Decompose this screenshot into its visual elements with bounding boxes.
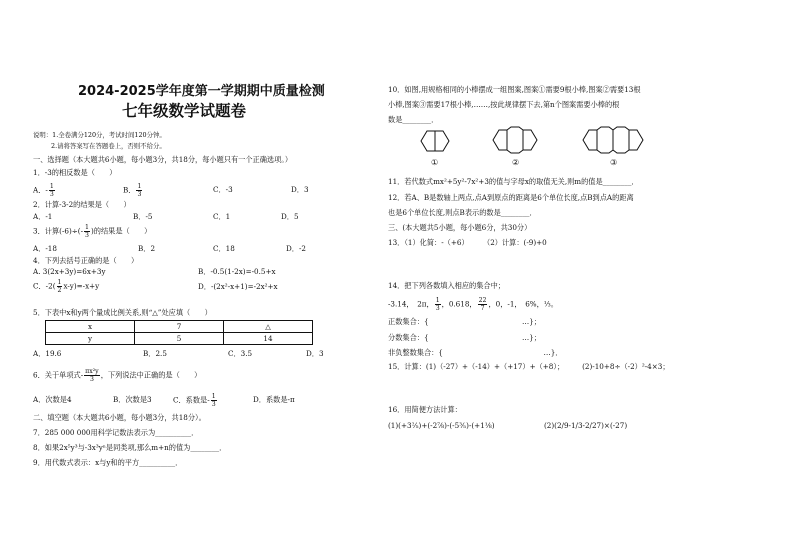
- q14-stem: 14．把下列各数填入相应的集合中；: [388, 281, 505, 290]
- q1-option-b: B． $\frac{1}{3}$: [123, 183, 142, 198]
- fraction: $\frac{1}{2}$: [57, 279, 62, 294]
- q16-part2: (2)(2/9-1/3-2/27)×(-27): [544, 421, 628, 430]
- pattern-2-label: ②: [512, 158, 520, 167]
- q2-option-b: B．-5: [133, 212, 153, 221]
- q2-option-c: C．1: [213, 212, 231, 221]
- q1-option-c: C．-3: [213, 185, 233, 194]
- pattern-3-figure: [580, 126, 646, 154]
- q10-line2: 小棒,图案③需要17根小棒,……,按此规律摆下去,第n个图案需要小棒的根: [388, 100, 620, 109]
- table-cell: x: [46, 321, 135, 333]
- q4-stem: 4．下列去括号正确的是（ ）: [33, 256, 139, 265]
- note-2: 2.请将答案写在答题卷上，否则不给分。: [51, 142, 166, 150]
- q6-option-a: A．次数是4: [33, 395, 72, 404]
- q1-option-d: D．3: [291, 185, 309, 194]
- section3-heading: 三、(本大题共5小题，每小题6分，共30分）: [388, 223, 532, 232]
- q11: 11．若代数式mx²+5y²-7x²+3的值与字母x的取值无关,则m的值是________．: [388, 177, 639, 186]
- exam-title: 2024-2025学年度第一学期期中质量检测: [78, 84, 325, 99]
- pattern-shape: [523, 130, 537, 150]
- pattern-shape: [597, 127, 613, 153]
- q13: 13．（1）化简：-（+6） （2）计算：(-9)+0: [388, 238, 547, 247]
- q12-line2: 也是6个单位长度,则点B表示的数是________．: [388, 208, 537, 217]
- q5-option-a: A．19.6: [33, 349, 62, 358]
- table-row: [46, 333, 313, 345]
- q9: 9．用代数式表示：x与y和的平方__________．: [33, 458, 183, 467]
- pattern-shape: [421, 131, 435, 151]
- table-cell: y: [46, 333, 135, 345]
- q14-numbers: -3.14， 2π， $\frac{1}{3}$ ，0.618， $\frac{22}{7}$ ，0，-1， 6%，⅓。: [388, 297, 558, 312]
- q5-stem: 5．下表中x和y两个量成比例关系,则“△”处应填（ ）: [33, 308, 212, 317]
- q6-option-b: B．次数是3: [113, 395, 152, 404]
- fraction: $\frac{1}{3}$: [211, 393, 216, 408]
- section1-heading: 一、选择题（本大题共6小题，每小题3分，共18分，每小题只有一个正确选项。）: [33, 155, 293, 164]
- nonnegative-integer-set: 非负整数集合：{ …}．: [388, 348, 563, 357]
- fraction: $\frac{22}{7}$: [478, 297, 487, 312]
- fraction-set: 分数集合：{ …}；: [388, 333, 541, 342]
- fraction: $\frac{1}{3}$: [85, 224, 89, 239]
- q16-stem: 16．用简便方法计算：: [388, 405, 462, 414]
- q3-stem: 3．计算(-6)÷(- $\frac{1}{3}$ )的结果是（ ）: [33, 224, 152, 239]
- q7: 7．285 000 000用科学记数法表示为__________．: [33, 428, 199, 437]
- fraction: $\frac{1}{3}$: [137, 183, 142, 198]
- note-1: 说明：1.全卷满分120分，考试时间120分钟。: [33, 131, 166, 139]
- q10-line1: 10．如图,用规格相同的小棒摆成一组图案,图案①需要9根小棒,图案②需要13根: [388, 85, 641, 94]
- q3-option-a: A．-18: [33, 244, 57, 253]
- q4-option-a: A. 3(2x+3y)=6x+3y: [33, 267, 106, 276]
- pattern-shape: [613, 127, 629, 153]
- section2-heading: 二、填空题（本大题共6小题，每小题3分，共18分）。: [33, 413, 206, 422]
- q3-option-b: B．2: [138, 244, 156, 253]
- exam-subtitle: 七年级数学试题卷: [122, 102, 247, 120]
- q8: 8．如果2x⁵y³与-3x³yⁿ是同类项,那么m+n的值为________．: [33, 443, 227, 452]
- pattern-1-figure: [418, 128, 452, 154]
- q5-option-b: B．2.5: [143, 349, 167, 358]
- pattern-3-label: ③: [610, 158, 618, 167]
- pattern-1-label: ①: [431, 158, 439, 167]
- q4-option-d: D．-(2x²-x+1)=-2x²+x: [198, 282, 278, 291]
- q5-option-d: D．3: [306, 349, 324, 358]
- table-cell: 7: [135, 321, 224, 333]
- pattern-shape: [507, 127, 523, 153]
- pattern-2-figure: [490, 126, 540, 154]
- q4-option-c: C．-2( $\frac{1}{2}$ x-y)=-x+y: [33, 279, 100, 294]
- pattern-shape: [629, 130, 643, 150]
- table-cell: 14: [224, 333, 313, 345]
- q1-stem: 1．-3的相反数是（ ）: [33, 168, 117, 177]
- table-cell: △: [224, 321, 313, 333]
- q15: 15．计算：(1)（-27）+（-14）+（+17）+（+8）； (2)-10+8÷（-2）²-4×3；: [388, 362, 670, 371]
- pattern-shape: [493, 130, 507, 150]
- q6-option-d: D．系数是-π: [253, 395, 295, 404]
- pattern-shape: [435, 131, 449, 151]
- q5-option-c: C．3.5: [228, 349, 253, 358]
- q6-option-c: C．系数是- $\frac{1}{3}$: [173, 393, 216, 408]
- fraction: $\frac{1}{3}$: [435, 297, 440, 312]
- q2-stem: 2．计算-3-2的结果是（ ）: [33, 200, 131, 209]
- table-cell: 5: [135, 333, 224, 345]
- ratio-table: [45, 320, 313, 345]
- q2-option-a: A．-1: [33, 212, 53, 221]
- fraction: $\frac{1}{3}$: [49, 183, 54, 198]
- q2-option-d: D．5: [281, 212, 299, 221]
- fraction: $\frac{\text{πx²y}}{3}$: [85, 368, 99, 383]
- q3-option-d: D．-2: [286, 244, 306, 253]
- q16-part1: (1)(+3⅖)+(-2⅞)-(-5⅗)-(+1⅛): [388, 421, 495, 430]
- q6-stem: 6．关于单项式- $\frac{\text{πx²y}}{3}$ ，下列说法中正确的是（ ）: [33, 368, 202, 383]
- table-row: [46, 321, 313, 333]
- q4-option-b: B．-0.5(1-2x)=-0.5+x: [198, 267, 276, 276]
- q3-option-c: C．18: [213, 244, 235, 253]
- positive-set: 正数集合：{ …}；: [388, 317, 541, 326]
- q10-line3: 数是________．: [388, 115, 439, 124]
- pattern-shape: [583, 130, 597, 150]
- q1-option-a: A．- $\frac{1}{3}$: [33, 183, 54, 198]
- q12-line1: 12．若A、B是数轴上两点,点A到原点的距离是6个单位长度,点B到点A的距离: [388, 193, 634, 202]
